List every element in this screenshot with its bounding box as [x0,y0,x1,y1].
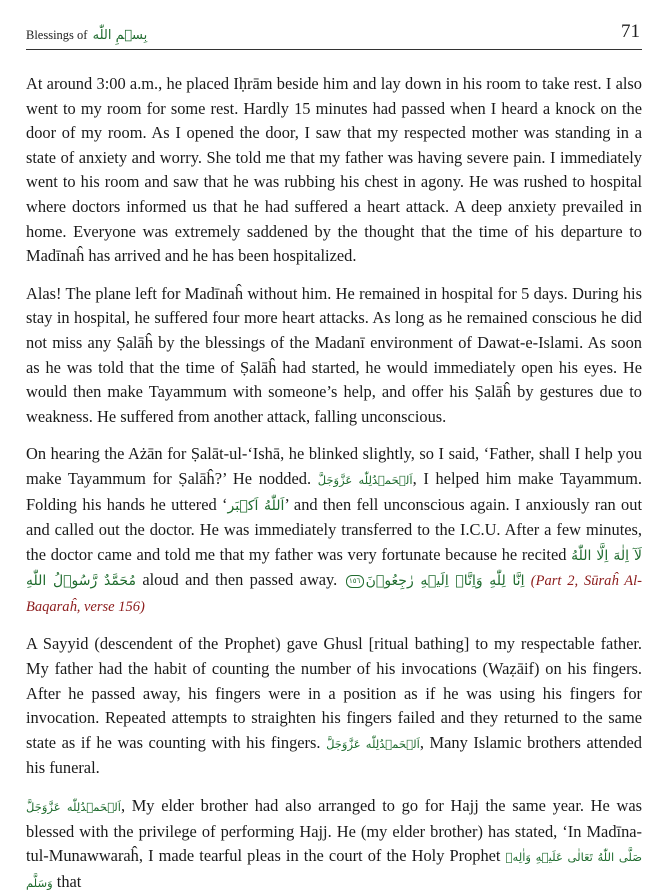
p4-text-a: A Sayyid (descendent of the Prophet) gave Ghusl [ritual bathing] to my respectable father. My father had the habit of counting the number of his invocations (Waẓāif) on his fingers. After he passed away, his fingers were in a position as if he was using his fingers for invocation. Repeated attempts to straighten his fingers failed and they returned to the same state as if he was counting with his fingers. [26,634,642,752]
p5-text-a: , My elder brother had also arranged to go for Hajj the same year. He was blessed with the privilege of performing Hajj. He (my elder brother) has stated, ‘In Madīna-tul-Munawwaraĥ, I made tearful pleas in the court of the Holy Prophet [26,796,642,866]
paragraph-2: Alas! The plane left for Madīnaĥ without him. He remained in hospital for 5 days. During his stay in hospital, he suffered four more heart attacks. As long as he remained conscious he did not miss any Ṣalāĥ by the blessings of the Madanī environment of Dawat-e-Islami. As soon as he was told that the time of Ṣalāĥ had started, he would immediately open his eyes. He would then make Tayammum with someone’s help, and offer his Ṣalāĥ by gestures due to weakness. He suffered from another attack, falling unconscious. [26,283,642,426]
quran-verse-calligraphy: اِنَّا لِلّٰهِ وَاِنَّاۤ اِلَيۡهِ رٰجِعُوۡنَ [365,573,525,590]
page-number: 71 [621,21,640,42]
verse-seal-icon: ١٥٦ [346,575,364,588]
durood-calligraphy: صَلَّى اللّٰهُ تَعَالٰى عَلَيۡهِ وَاٰلِهٖ وَسَلَّم [26,850,642,890]
running-title-arabic: بِسۡمِ اللّٰه [92,28,148,43]
alhamdulillah-calligraphy: اَلۡحَمۡدُلِلّٰه عَزَّوَجَلَّ [326,736,420,751]
p4-text-b: , Many Islamic brothers attended his funeral. [26,732,642,778]
p5-text-b: that [56,871,82,891]
kalimah-calligraphy: لَآ اِلٰهَ اِلَّا اللّٰهُ مُحَمَّدٌ رَّسُوۡلُ اللّٰهِ [26,547,642,590]
takbir-calligraphy: اَللّٰهُ اَكۡبَر [227,497,285,514]
running-header [26,0,642,50]
paragraph-1: At around 3:00 a.m., he placed Iḥrām beside him and lay down in his room to take rest. I also went to my room for some rest. Hardly 15 minutes had passed when I heard a knock on the door of my room. As I opened the door, I saw that my respected mother was standing in a state of anxiety and worry. She told me that my father was having severe pain. I immediately went to his room and saw that he was rubbing his chest in agony. He was rushed to hospital where doctors informed us that he had suffered a heart attack. A deep anxiety prevailed in home. Everyone was extremely saddened by the thought that the time of his departure to Madīnaĥ has arrived and he has been hospitalized. [26,74,642,266]
quran-reference: (Part 2, Sūraĥ Al-Baqaraĥ, verse 156) [26,573,642,615]
p3-text-b: , I helped him make Tayammum. Folding his hands he uttered ‘ [26,468,642,514]
running-title [26,28,147,43]
paragraph-4 [26,632,642,781]
p3-text-c: ’ and then fell unconscious again. I anxiously ran out and called out the doctor. He was immediately transferred to the I.C.U. After a few minutes, the doctor came and told me that my father was very fortunate because he recited [26,494,642,564]
alhamdulillah-calligraphy: اَلۡحَمۡدُلِلّٰه عَزَّوَجَلَّ [26,800,121,815]
alhamdulillah-calligraphy: اَلۡحَمۡدُلِلّٰه عَزَّوَجَلَّ [317,472,413,487]
body-text [26,50,642,895]
paragraph-3 [26,442,642,619]
running-title-text: Blessings of [26,28,88,42]
p3-text-a: On hearing the Ażān for Ṣalāt-ul-‘Ishā, he blinked slightly, so I said, ‘Father, shall I help you make Tayammum for Ṣalāĥ?’ He nodded. [26,444,642,488]
p3-text-d: aloud and then passed away. [142,570,338,590]
